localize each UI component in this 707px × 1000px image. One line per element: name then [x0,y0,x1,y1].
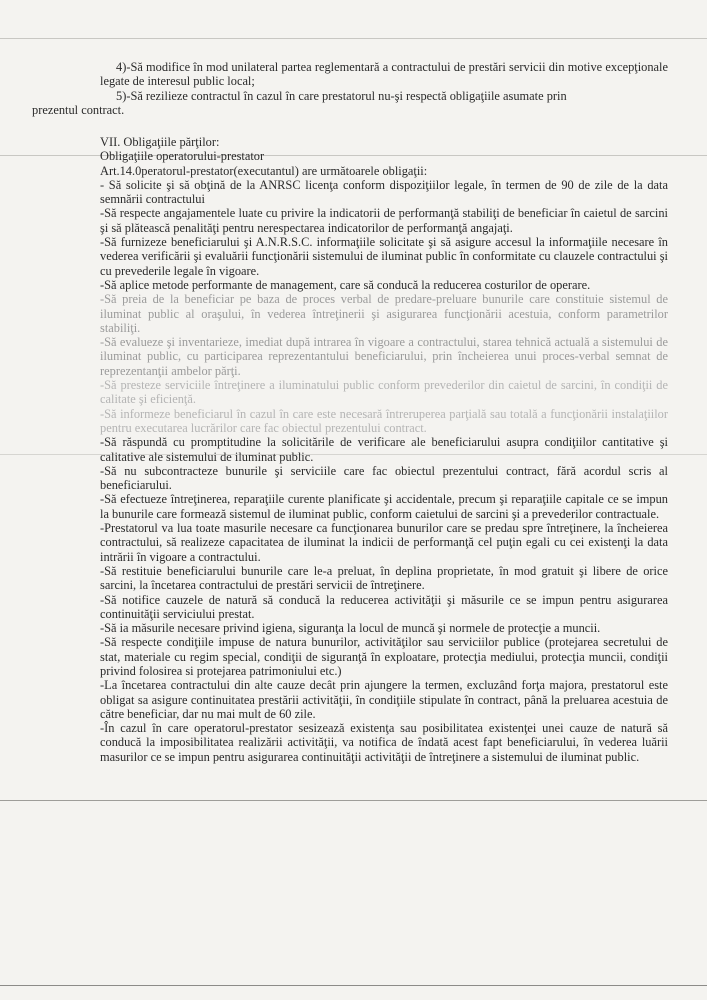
right-item-4: 4)-Să modifice în mod unilateral partea reglementară a contractului de prestări servicii din motive excepţionale legate de interesul public local; [100,60,668,89]
continued-rights-list [32,60,668,117]
obligation-item: -Să preia de la beneficiar pe baza de proces verbal de predare-preluare bunurile care constituie sistemul de iluminat public al oraşului, în vederea întreţinerii şi asigurarea funcţionării acestuia, conform parametrilor stabiliţi. [100,292,668,335]
obligation-item: -Să respecte condiţiile impuse de natura bunurilor, activităţilor sau serviciilor publice (protejarea secretului de stat, materiale cu regim special, condiţii de siguranţă în exploatare, protecţia mediului, protecţia muncii, condiţii privind folosirea si protejarea patrimoniului etc.) [100,635,668,678]
section-numeral: VII [100,135,118,149]
obligation-item: -La încetarea contractului din alte cauze decât prin ajungere la termen, excluzând forţa majora, prestatorul este obligat sa asigure continuitatea prestării activităţii, în condiţiile stipulate în contract, până la preluarea acestuia de către beneficiar, dar nu mai mult de 60 zile. [100,678,668,721]
article-heading: Art.14.0peratorul-prestator(executantul) are următoarele obligaţii: [100,163,428,178]
obligation-item: -Să efectueze întreţinerea, reparaţiile curente planificate şi accidentale, precum şi reparaţiile capitale ce se impun la bunurile care formează sistemul de iluminat public, conform caietului de sarcini şi a prevederilor contractuale. [100,492,668,521]
right-item-5-continuation: prezentul contract. [32,102,125,117]
obligation-item: -Să evalueze şi inventarieze, imediat după intrarea în vigoare a contractului, starea tehnică actuală a sistemului de iluminat public, cu participarea reprezentantului beneficiarului, prin încheierea unui proces-verbal semnat de reprezentanţii ambelor părţi. [100,335,668,378]
right-item-5: 5)-Să rezilieze contractul în cazul în care prestatorul nu-şi respectă obligaţiile asumate prin [116,88,567,103]
obligation-item: -Să ia măsurile necesare privind igiena, siguranţa la locul de muncă şi normele de protecţie a muncii. [100,621,601,636]
obligation-item: - Să solicite şi să obţină de la ANRSC licenţa conform dispoziţiilor legale, în termen de 90 de zile de la data semnării contractului [100,177,668,207]
section-title: . Obligaţiile părţilor: [117,135,220,149]
obligation-item: -Să aplice metode performante de management, care să conducă la reducerea costurilor de operare. [100,277,591,292]
obligations-section [100,135,668,764]
scan-artifact-line [0,800,707,801]
obligation-item: -Să nu subcontracteze bunurile şi serviciile care fac obiectul prezentului contract, fără acordul scris al beneficiarului. [100,463,668,493]
obligation-item: -Să presteze serviciile întreţinere a iluminatului public conform prevederilor din caietul de sarcini, în condiţii de calitate şi eficienţă. [100,378,668,407]
obligation-item: -Să restituie beneficiarului bunurile care le-a preluat, în deplina proprietate, în mod gratuit şi libere de orice sarcini, la încetarea contractului de prestări servicii de întreţinere. [100,563,668,593]
scan-edge-line [0,38,707,39]
scan-bottom-line [0,985,707,986]
obligation-item: -Să notifice cauzele de natură să conducă la reducerea activităţii şi măsurile ce se impun pentru asigurarea continuităţii serviciului prestat. [100,592,668,621]
obligation-item: -Prestatorul va lua toate masurile necesare ca funcţionarea bunurilor care se predau spre întreţinere, la încheierea contractului, să realizeze capacitatea de iluminat la indicii de performanţă cel puţin egali cu cei existenţi la data intrării în vigoare a contractului. [100,521,668,564]
obligation-item: -Să respecte angajamentele luate cu privire la indicatorii de performanţă stabiliţi de beneficiar în caietul de sarcini şi să plătească penalităţi pentru nerespectarea indicatorilor de performanţă angajaţi. [100,206,668,235]
obligation-item: -Să răspundă cu promptitudine la solicitările de verificare ale beneficiarului asupra condiţiilor cantitative şi calitative ale sistemului de iluminat public. [100,435,668,464]
obligation-item: -Să informeze beneficiarul în cazul în care este necesară întreruperea parţială sau totală a funcţionării instalaţiilor pentru executarea lucrărilor care fac obiectul prezentului contract. [100,406,668,435]
obligation-item: -Să furnizeze beneficiarului şi A.N.R.S.C. informaţiile solicitate şi să asigure accesul la informaţiile necesare în vederea verificării şi evaluării funcţionării sistemului de iluminat public în conformitate cu clauzele contractului şi cu prevederile legale în vigoare. [100,235,668,278]
obligation-item: -În cazul în care operatorul-prestator sesizează existenţa sau posibilitatea existenţei unei cauze de natură să conducă la imposibilitatea realizării activităţii, va notifica de îndată acest fapt beneficiarului, în vederea luării masurilor ce se impun pentru asigurarea continuităţii activităţii de întreţinere a sistemului de iluminat public. [100,721,668,764]
section-heading [100,135,668,149]
section-subheading: Obligaţiile operatorului-prestator [100,149,265,164]
